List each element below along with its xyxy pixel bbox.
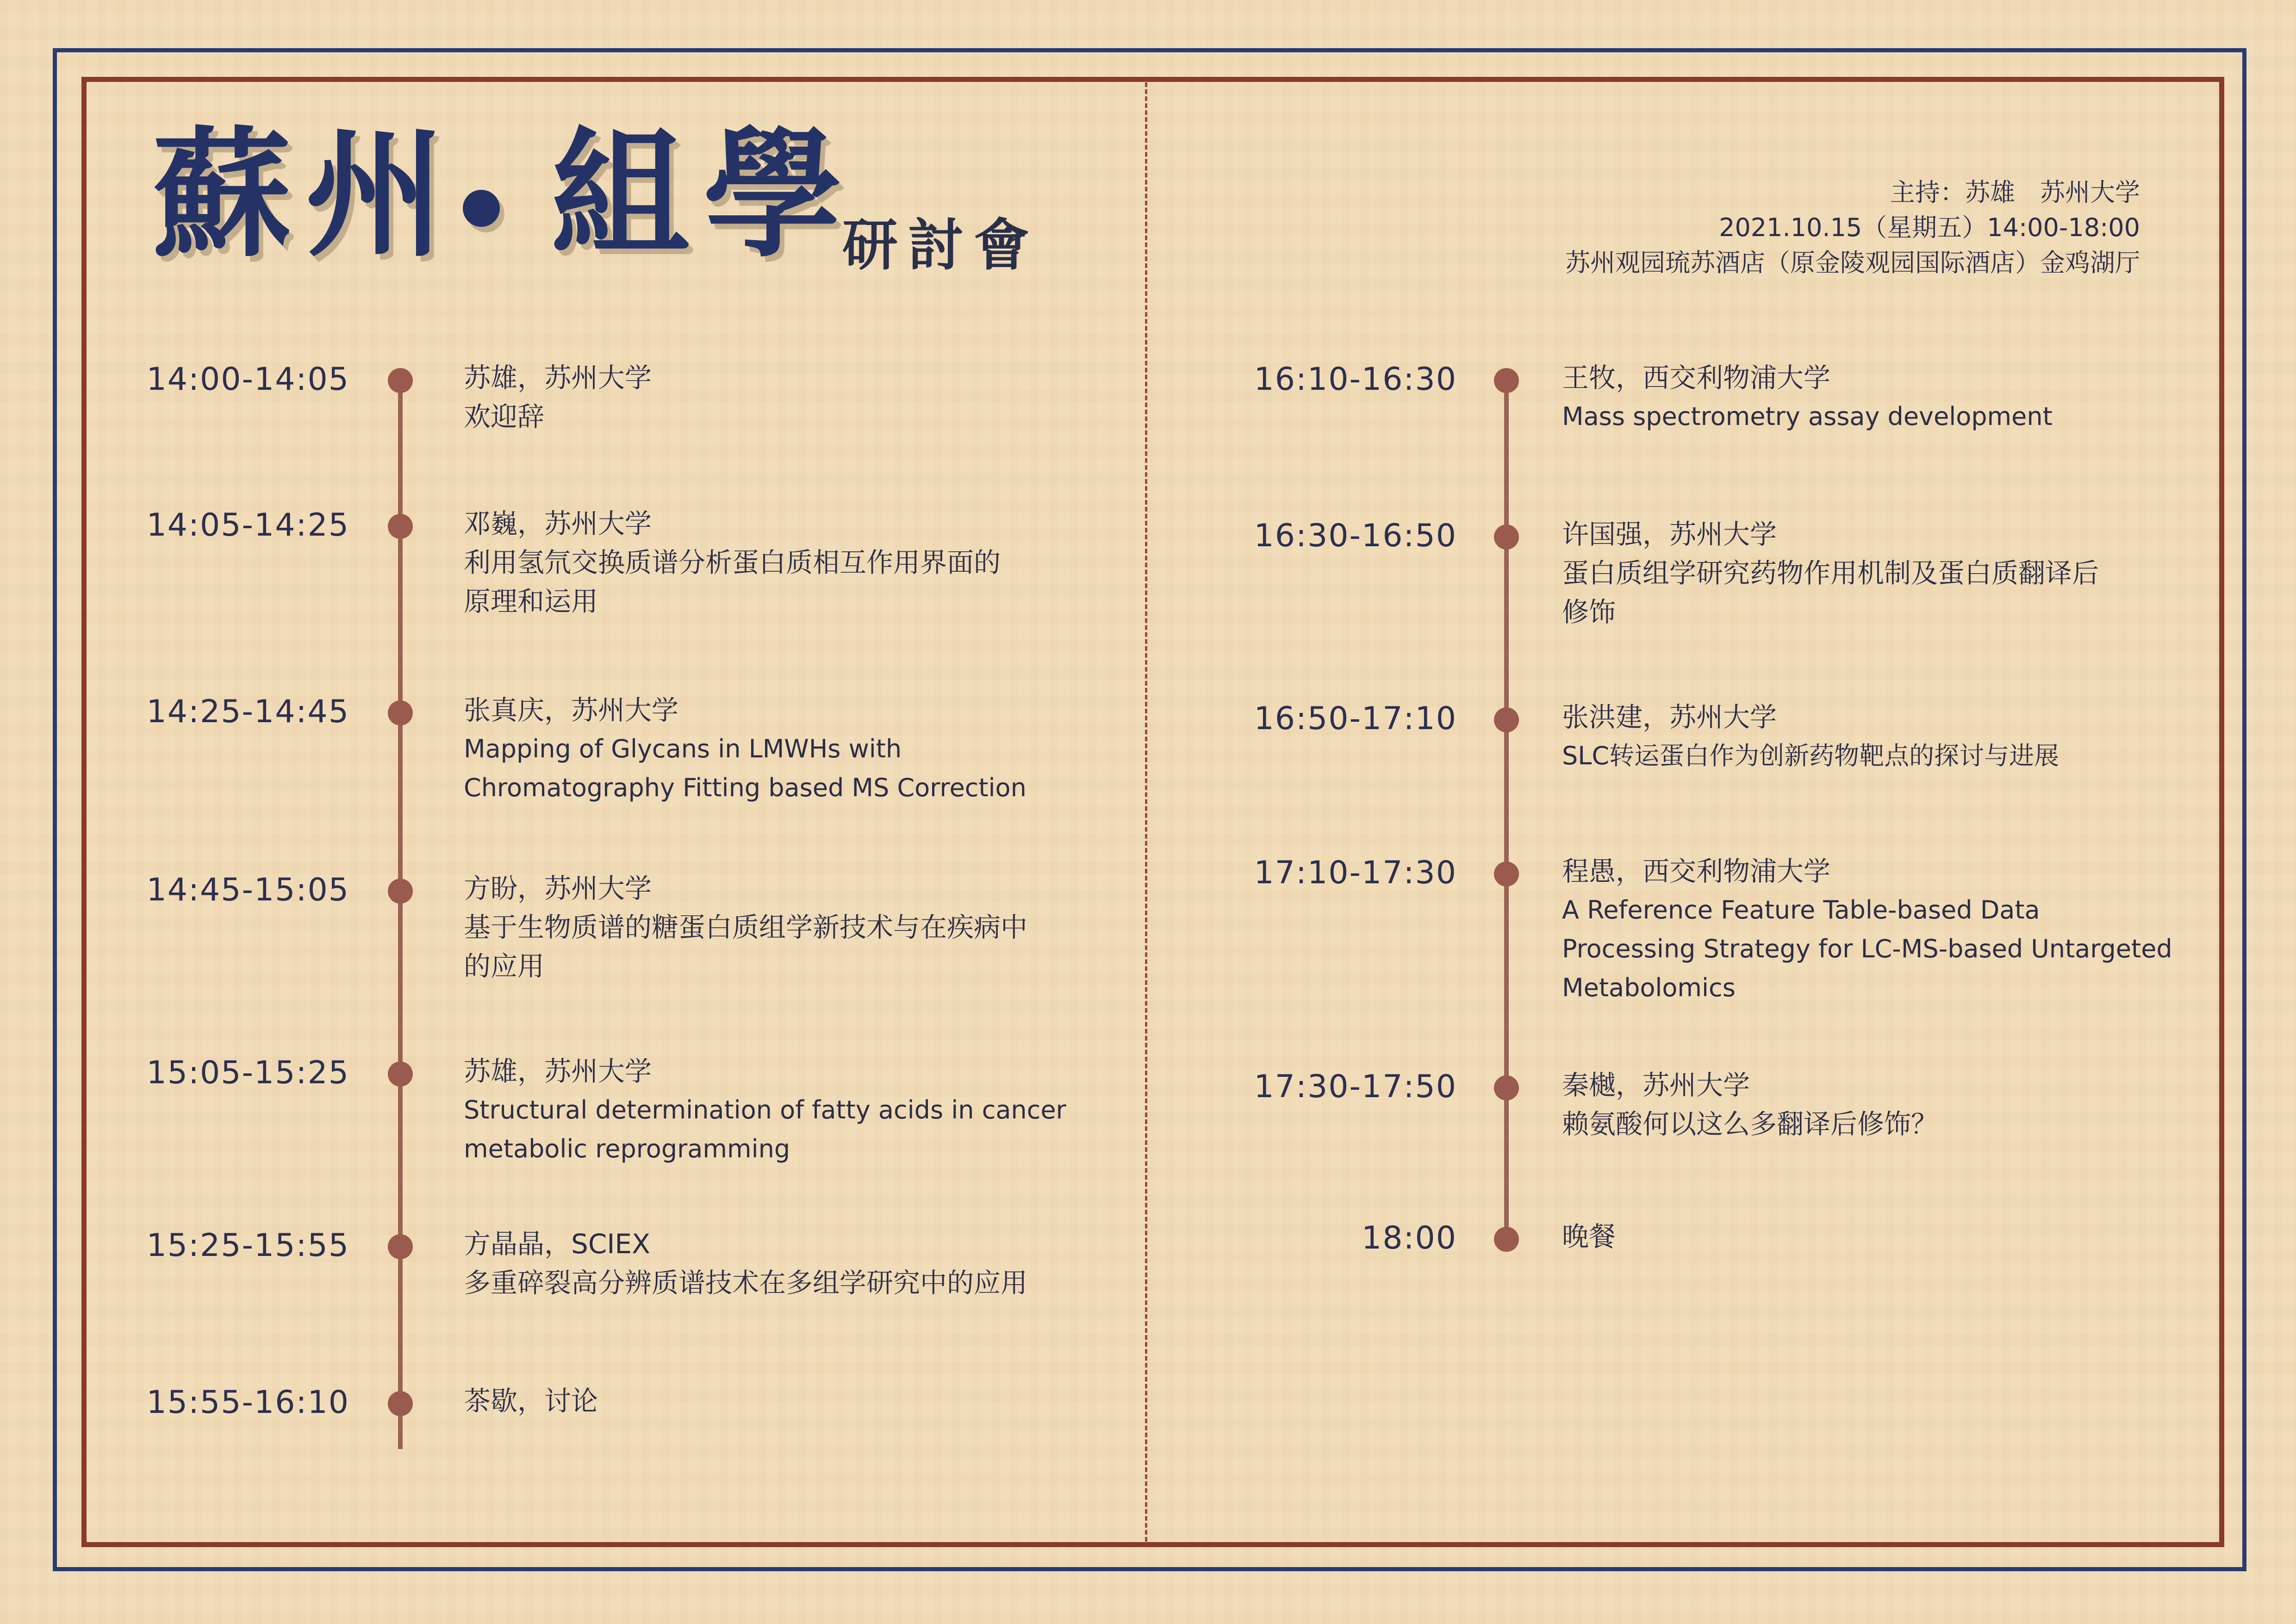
session-speaker: 邓巍，苏州大学 — [464, 508, 652, 539]
timeline-dot — [1494, 1227, 1519, 1252]
session-topic: 欢迎辞 — [464, 401, 545, 432]
timeline-dot — [388, 514, 413, 539]
session-topic: Mass spectrometry assay development — [1562, 402, 2053, 431]
title-omics: 組學 — [551, 112, 856, 276]
session-topic: 利用氢氘交换质谱分析蛋白质相互作用界面的 原理和运用 — [464, 547, 1001, 617]
timeline-dot — [1494, 707, 1519, 732]
session-speaker: 秦樾，苏州大学 — [1562, 1069, 1750, 1101]
session-speaker: 苏雄，苏州大学 — [464, 362, 652, 394]
session-time: 14:45-15:05 — [146, 872, 349, 908]
timeline-dot — [388, 1234, 413, 1259]
session-entry — [464, 358, 1093, 436]
session-entry — [1562, 358, 2191, 436]
session-topic: 多重碎裂高分辨质谱技术在多组学研究中的应用 — [464, 1267, 1028, 1299]
datetime-line: 2021.10.15（星期五）14:00-18:00 — [1719, 213, 2140, 242]
session-entry — [1562, 698, 2191, 775]
timeline-dot — [1494, 1075, 1519, 1100]
session-time: 14:05-14:25 — [146, 507, 349, 543]
timeline-line-left — [398, 380, 403, 1449]
session-time: 17:10-17:30 — [1254, 855, 1457, 891]
session-topic: SLC转运蛋白作为创新药物靶点的探讨与进展 — [1562, 741, 2060, 770]
session-entry — [1562, 1066, 2191, 1143]
event-info — [1565, 175, 2140, 281]
session-speaker: 王牧，西交利物浦大学 — [1562, 362, 1831, 394]
timeline-dot — [1494, 368, 1519, 393]
session-time: 15:05-15:25 — [146, 1055, 349, 1091]
timeline-dot — [1494, 525, 1519, 550]
session-time: 14:00-14:05 — [146, 361, 349, 398]
session-speaker: 苏雄，苏州大学 — [464, 1056, 652, 1087]
inner-frame — [81, 77, 2224, 1547]
timeline-dot — [388, 879, 413, 904]
session-topic: 赖氨酸何以这么多翻译后修饰？ — [1562, 1108, 1938, 1140]
session-topic: A Reference Feature Table-based Data Processing Strategy for LC-MS-based Untargeted Metabolomics — [1562, 895, 2172, 1002]
session-speaker: 张洪建，苏州大学 — [1562, 701, 1777, 733]
session-entry — [464, 691, 1093, 807]
session-entry — [464, 1052, 1093, 1168]
session-speaker: 茶歇，讨论 — [464, 1385, 598, 1417]
timeline-dot — [388, 368, 413, 393]
session-topic: 基于生物质谱的糖蛋白质组学新技术与在疾病中 的应用 — [464, 912, 1028, 982]
session-time: 16:30-16:50 — [1254, 518, 1457, 554]
session-time: 15:55-16:10 — [146, 1384, 349, 1421]
session-entry — [464, 1381, 598, 1420]
timeline-dot — [1494, 862, 1519, 887]
session-time: 16:10-16:30 — [1254, 361, 1457, 398]
timeline-dot — [388, 700, 413, 725]
host-line: 主持：苏雄 苏州大学 — [1890, 178, 2140, 207]
session-speaker: 程愚，西交利物浦大学 — [1562, 856, 1831, 887]
session-speaker: 方盼，苏州大学 — [464, 873, 652, 904]
session-speaker: 许国强，苏州大学 — [1562, 518, 1777, 550]
session-topic: Mapping of Glycans in LMWHs with Chromatography Fitting based MS Correction — [464, 734, 1027, 802]
session-topic: 蛋白质组学研究药物作用机制及蛋白质翻译后 修饰 — [1562, 557, 2099, 628]
session-time: 18:00 — [1362, 1220, 1457, 1256]
timeline-dot — [388, 1391, 413, 1416]
subtitle-symposium: 研討會 — [842, 212, 1039, 278]
session-entry — [464, 504, 1093, 621]
session-entry — [1562, 515, 2191, 631]
venue-line: 苏州观园琉苏酒店（原金陵观园国际酒店）金鸡湖厅 — [1565, 248, 2140, 277]
session-entry — [464, 869, 1093, 986]
session-entry — [1562, 852, 2191, 1007]
session-speaker: 方晶晶，SCIEX — [464, 1228, 650, 1260]
center-divider — [1145, 82, 1147, 1542]
session-time: 16:50-17:10 — [1254, 700, 1457, 737]
session-entry — [1562, 1217, 1616, 1256]
session-time: 17:30-17:50 — [1254, 1068, 1457, 1105]
title-suzhou: 蘇州 — [153, 112, 458, 276]
session-entry — [464, 1224, 1093, 1302]
timeline-dot — [388, 1062, 413, 1087]
session-time: 14:25-14:45 — [146, 693, 349, 730]
timeline-line-right — [1504, 380, 1509, 1241]
session-speaker: 张真庆，苏州大学 — [464, 694, 679, 726]
session-time: 15:25-15:55 — [146, 1227, 349, 1264]
title-separator-dot — [463, 190, 500, 227]
session-topic: Structural determination of fatty acids in cancer metabolic reprogramming — [464, 1095, 1066, 1163]
session-speaker: 晚餐 — [1562, 1221, 1616, 1252]
